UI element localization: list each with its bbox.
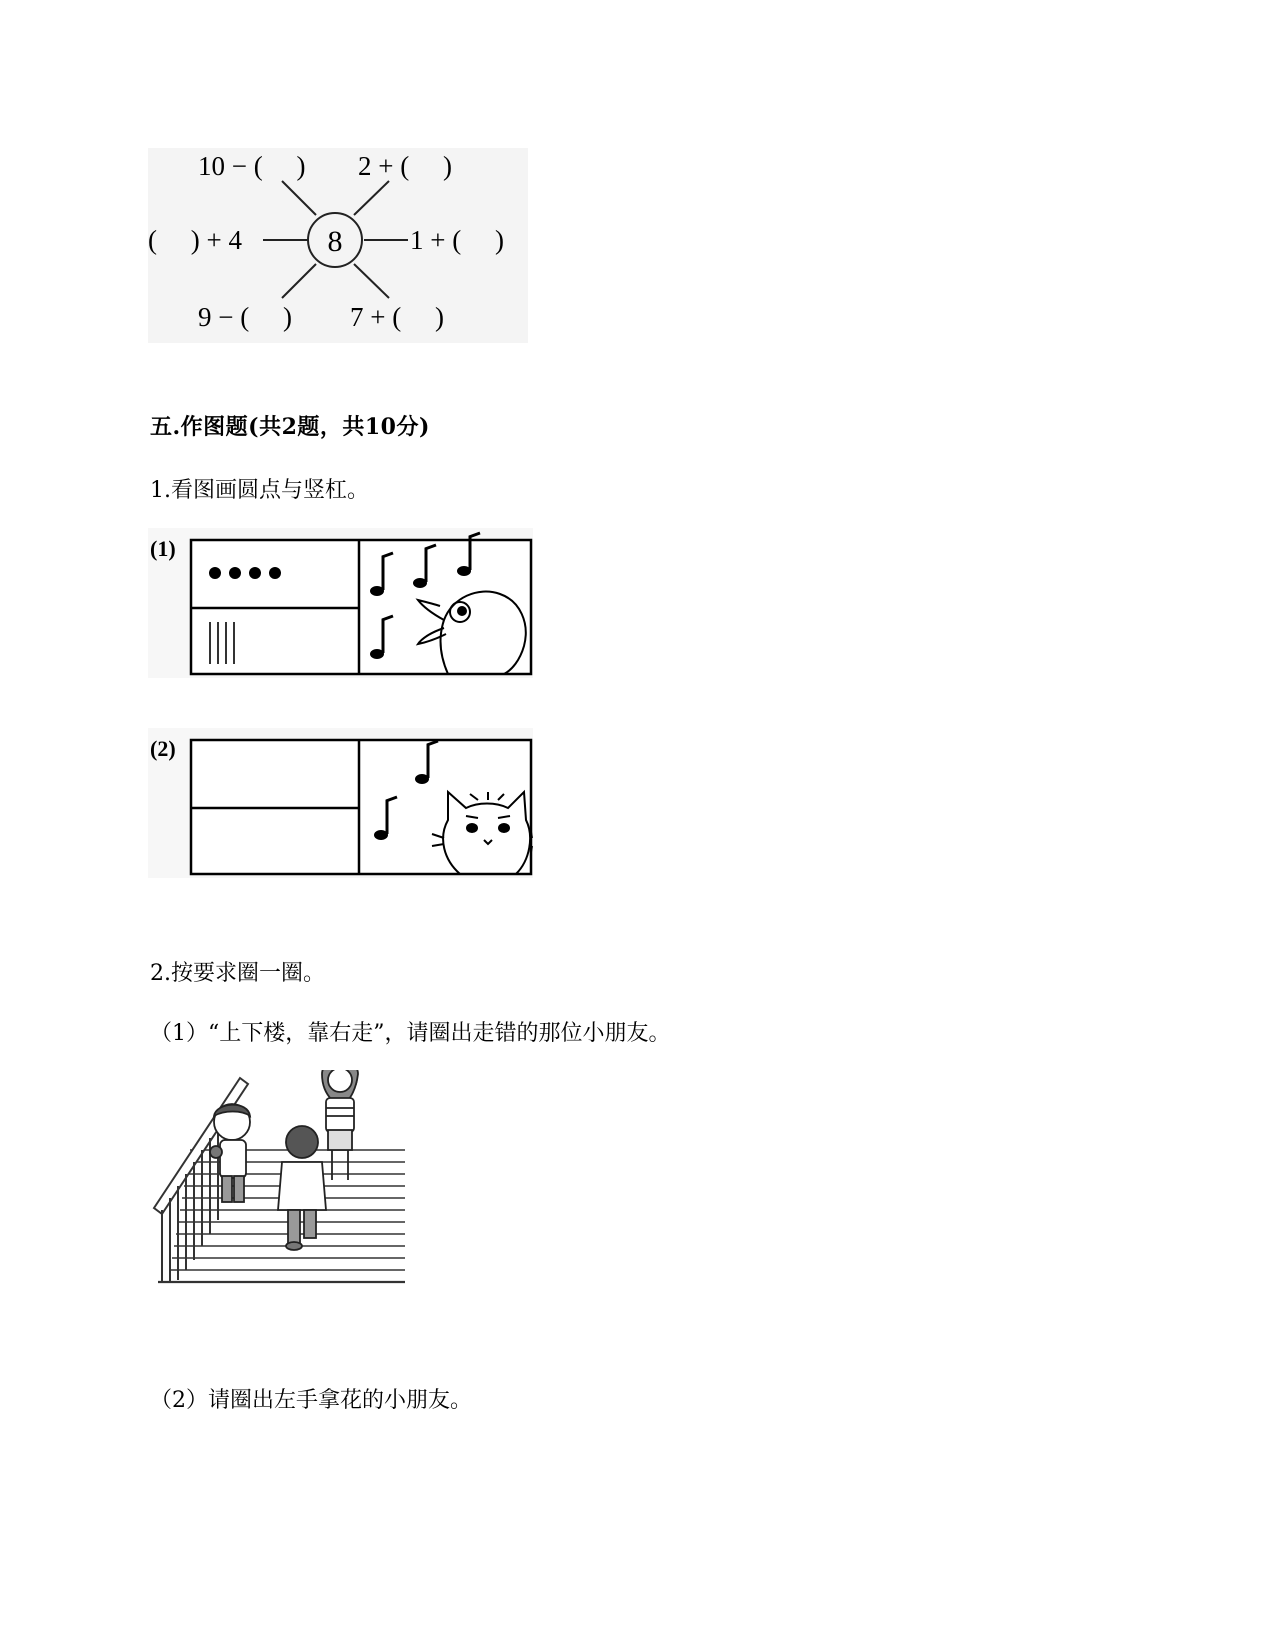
question-1-text: 1.看图画圆点与竖杠。 [150,478,369,503]
expr-left: ( ) + 4 [148,225,242,255]
question-2-sub-2: （2）请圈出左手拿花的小朋友。 [150,1388,472,1413]
figure-1-duck-notes [148,528,533,678]
child-right-icon [322,1070,358,1180]
expr-bottom-left: 9 − ( ) [198,302,292,332]
figure-1-label: (1) [150,536,176,561]
expr-bottom-right: 7 + ( ) [350,302,444,332]
expr-top-left: 10 − ( ) [198,151,306,181]
child-middle-back-icon [278,1126,326,1250]
staircase-children-illustration [150,1070,410,1300]
expr-right: 1 + ( ) [410,225,504,255]
expr-top-right: 2 + ( ) [358,151,452,181]
question-2-sub-1: （1）“上下楼，靠右走”，请圈出走错的那位小朋友。 [150,1021,671,1046]
center-number: 8 [327,225,343,258]
question-2-text: 2.按要求圈一圈。 [150,961,325,986]
figure-2-label: (2) [150,736,176,761]
child-left-icon [210,1104,250,1202]
figure-2-cat-notes [148,728,533,878]
section-heading: 五.作图题(共2题，共10分) [150,414,430,440]
number-wheel-figure [148,148,528,343]
